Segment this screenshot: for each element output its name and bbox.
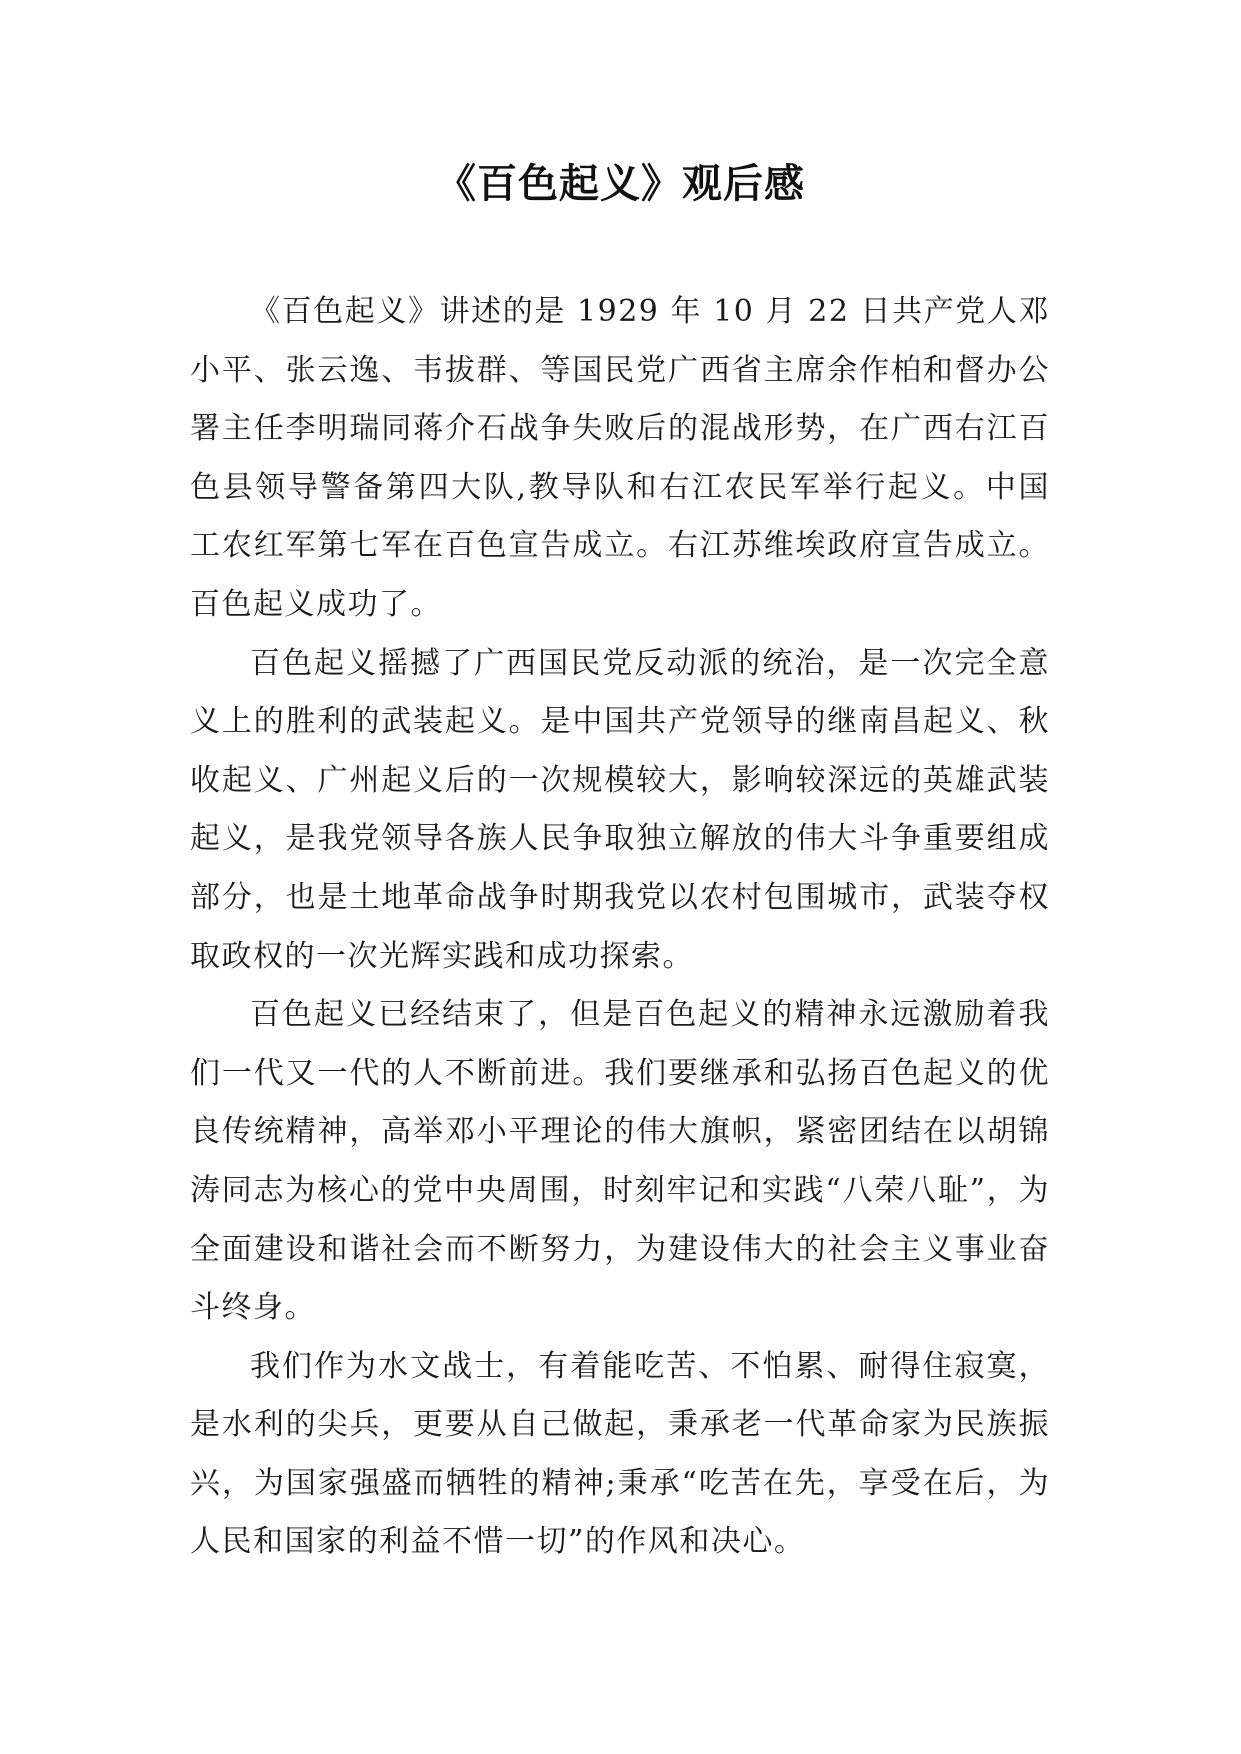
paragraph-3: 百色起义已经结束了，但是百色起义的精神永远激励着我们一代又一代的人不断前进。我们要继承和弘扬百色起义的优良传统精神，高举邓小平理论的伟大旗帜，紧密团结在以胡锦涛同志为核心的党中央周围，时刻牢记和实践“八荣八耻”，为全面建设和谐社会而不断努力，为建设伟大的社会主义事业奋斗终身。: [190, 997, 1050, 1326]
paragraph-2: 百色起义摇撼了广西国民党反动派的统治，是一次完全意义上的胜利的武装起义。是中国共产党领导的继南昌起义、秋收起义、广州起义后的一次规模较大，影响较深远的英雄武装起义，是我党领导各族人民争取独立解放的伟大斗争重要组成部分，也是土地革命战争时期我党以农村包围城市，武装夺权取政权的一次光辉实践和成功探索。: [190, 645, 1050, 974]
paragraph-4: 我们作为水文战士，有着能吃苦、不怕累、耐得住寂寞，是水利的尖兵，更要从自己做起，秉承老一代革命家为民族振兴，为国家强盛而牺牲的精神;秉承“吃苦在先，享受在后，为人民和国家的利益不惜一切”的作风和决心。: [190, 1348, 1050, 1560]
document-title: 《百色起义》观后感: [436, 161, 805, 207]
document-body: [190, 283, 1050, 1572]
paragraph-1: 《百色起义》讲述的是 1929 年 10 月 22 日共产党人邓小平、张云逸、韦拔群、等国民党广西省主席余作柏和督办公署主任李明瑞同蒋介石战争失败后的混战形势，在广西右江百色县领导警备第四大队,教导队和右江农民军举行起义。中国工农红军第七军在百色宣告成立。右江苏维埃政府宣告成立。百色起义成功了。: [190, 294, 1050, 622]
